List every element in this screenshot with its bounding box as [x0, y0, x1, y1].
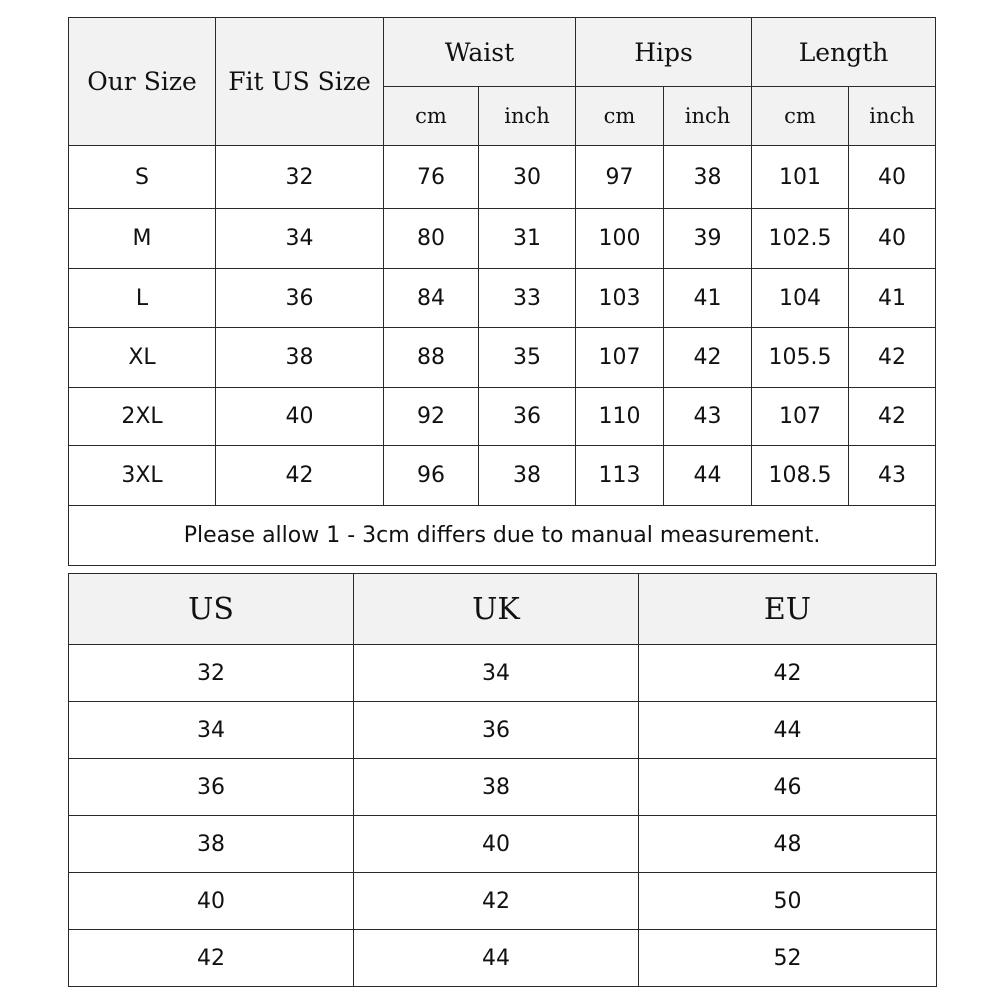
eu-size-cell: 42: [639, 645, 937, 702]
header-uk: UK: [354, 574, 639, 645]
size-chart-table: [68, 17, 936, 566]
table-row: [69, 328, 936, 388]
length-inch-cell: 42: [849, 388, 936, 446]
waist-cm-cell: 88: [384, 328, 479, 388]
table-row: [69, 759, 937, 816]
length-cm-cell: 105.5: [752, 328, 849, 388]
waist-cm-cell: 92: [384, 388, 479, 446]
waist-cm-cell: 84: [384, 269, 479, 328]
uk-size-cell: 34: [354, 645, 639, 702]
uk-size-cell: 40: [354, 816, 639, 873]
eu-size-cell: 50: [639, 873, 937, 930]
us-size-cell: 34: [69, 702, 354, 759]
table-row: [69, 269, 936, 328]
length-cm-cell: 102.5: [752, 209, 849, 269]
length-cm-cell: 101: [752, 146, 849, 209]
us-size-cell: 32: [69, 645, 354, 702]
uk-size-cell: 36: [354, 702, 639, 759]
hips-inch-cell: 42: [664, 328, 752, 388]
waist-inch-cell: 36: [479, 388, 576, 446]
table-row: [69, 930, 937, 987]
hips-inch-cell: 38: [664, 146, 752, 209]
header-our-size: Our Size: [69, 18, 216, 146]
eu-size-cell: 48: [639, 816, 937, 873]
uk-size-cell: 38: [354, 759, 639, 816]
header-eu: EU: [639, 574, 937, 645]
fit-us-size-cell: 40: [216, 388, 384, 446]
our-size-cell: M: [69, 209, 216, 269]
our-size-cell: 2XL: [69, 388, 216, 446]
fit-us-size-cell: 36: [216, 269, 384, 328]
hips-cm-cell: 113: [576, 446, 664, 506]
size-conversion-table: [68, 573, 937, 987]
eu-size-cell: 44: [639, 702, 937, 759]
table-row: [69, 816, 937, 873]
table-row: [69, 873, 937, 930]
header-fit-us-size: Fit US Size: [216, 18, 384, 146]
waist-inch-cell: 30: [479, 146, 576, 209]
hips-inch-cell: 43: [664, 388, 752, 446]
hips-inch-cell: 39: [664, 209, 752, 269]
our-size-cell: XL: [69, 328, 216, 388]
hips-cm-cell: 100: [576, 209, 664, 269]
table-row: [69, 446, 936, 506]
length-inch-cell: 42: [849, 328, 936, 388]
table-row: [69, 209, 936, 269]
length-cm-cell: 108.5: [752, 446, 849, 506]
length-cm-cell: 107: [752, 388, 849, 446]
hips-inch-cell: 41: [664, 269, 752, 328]
waist-inch-cell: 33: [479, 269, 576, 328]
fit-us-size-cell: 42: [216, 446, 384, 506]
header-hips-cm: cm: [576, 87, 664, 146]
hips-cm-cell: 97: [576, 146, 664, 209]
length-inch-cell: 41: [849, 269, 936, 328]
eu-size-cell: 52: [639, 930, 937, 987]
hips-cm-cell: 107: [576, 328, 664, 388]
fit-us-size-cell: 32: [216, 146, 384, 209]
table-row: [69, 645, 937, 702]
hips-inch-cell: 44: [664, 446, 752, 506]
us-size-cell: 40: [69, 873, 354, 930]
fit-us-size-cell: 38: [216, 328, 384, 388]
waist-inch-cell: 31: [479, 209, 576, 269]
us-size-cell: 38: [69, 816, 354, 873]
uk-size-cell: 44: [354, 930, 639, 987]
length-inch-cell: 40: [849, 146, 936, 209]
waist-inch-cell: 38: [479, 446, 576, 506]
header-waist: Waist: [384, 18, 576, 87]
uk-size-cell: 42: [354, 873, 639, 930]
waist-cm-cell: 96: [384, 446, 479, 506]
us-size-cell: 36: [69, 759, 354, 816]
waist-cm-cell: 76: [384, 146, 479, 209]
table-row: [69, 702, 937, 759]
header-length-cm: cm: [752, 87, 849, 146]
hips-cm-cell: 110: [576, 388, 664, 446]
length-inch-cell: 40: [849, 209, 936, 269]
our-size-cell: L: [69, 269, 216, 328]
table-row: [69, 146, 936, 209]
us-size-cell: 42: [69, 930, 354, 987]
our-size-cell: S: [69, 146, 216, 209]
header-waist-cm: cm: [384, 87, 479, 146]
header-waist-inch: inch: [479, 87, 576, 146]
waist-inch-cell: 35: [479, 328, 576, 388]
length-cm-cell: 104: [752, 269, 849, 328]
table-row: [69, 388, 936, 446]
fit-us-size-cell: 34: [216, 209, 384, 269]
header-us: US: [69, 574, 354, 645]
header-hips-inch: inch: [664, 87, 752, 146]
header-length-inch: inch: [849, 87, 936, 146]
eu-size-cell: 46: [639, 759, 937, 816]
header-length: Length: [752, 18, 936, 87]
hips-cm-cell: 103: [576, 269, 664, 328]
waist-cm-cell: 80: [384, 209, 479, 269]
length-inch-cell: 43: [849, 446, 936, 506]
our-size-cell: 3XL: [69, 446, 216, 506]
measurement-note: Please allow 1 - 3cm differs due to manual measurement.: [69, 506, 936, 566]
header-hips: Hips: [576, 18, 752, 87]
